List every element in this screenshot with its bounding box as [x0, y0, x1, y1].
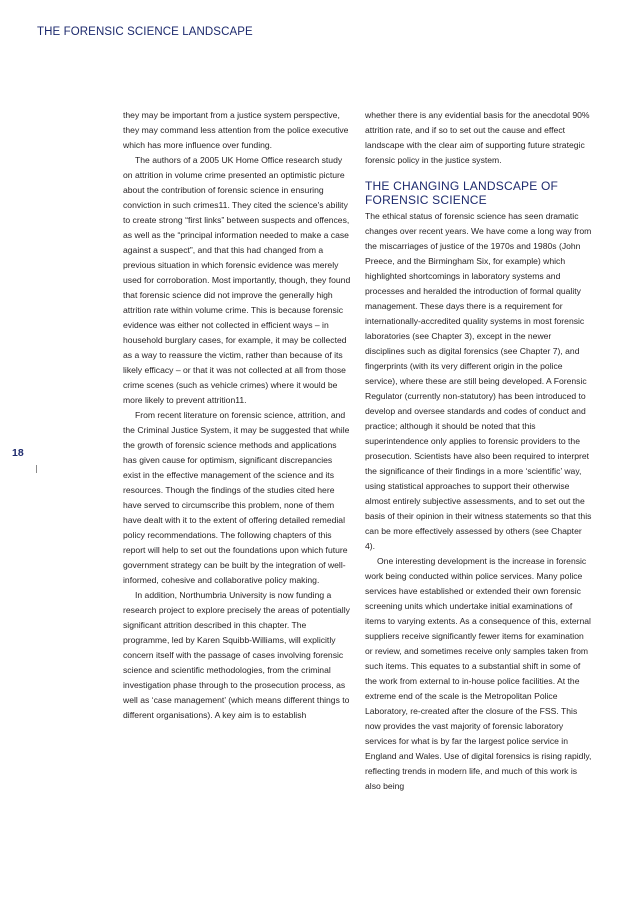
gutter-divider — [36, 465, 37, 473]
paragraph: whether there is any evidential basis for the anecdotal 90% attrition rate, and if so to set out the cause and effect landscape with the clear aim of supporting future strategic forensic policy in the justice system. — [365, 110, 590, 165]
right-column — [365, 108, 593, 794]
paragraph: From recent literature on forensic science, attrition, and the Criminal Justice System, it may be suggested that while the growth of forensic science methods and applications has given cause for optimism, significant discrepancies exist in the effective management of the science and its resources. Though the findings of the studies cited here have served to circumscribe this problem, none of them have dealt with it to the extent of offering detailed remedial policy recommendations. The following chapters of this report will help to set out the foundations upon which future government strategy can be built by the integration of well-informed, cohesive and collaborative policy making. — [123, 410, 350, 585]
left-column — [123, 108, 351, 723]
paragraph: The ethical status of forensic science has seen dramatic changes over recent years. We have come a long way from the miscarriages of justice of the 1970s and 1980s (John Preece, and the Birmingham Six, for example) which highlighted shortcomings in laboratory systems and processes and heralded the introduction of formal quality management. These days there is a requirement for internationally-accredited quality systems in most forensic laboratories (see Chapter 3), except in the newer disciplines such as digital forensics (see Chapter 7), and fingerprints (with its very different origin in the police service), where these are still being developed. A Forensic Regulator (currently non-statutory) has been introduced to develop and oversee standards and codes of conduct and practice; although it should be noted that this superintendence only applies to forensic providers to the prosecution. Scientists have also been required to interpret the significance of their findings in a more ‘scientific’ way, using statistical approaches to support their otherwise almost entirely subjective assessments, and to set out the basis of their opinion in their witness statements so that this can be more effectively assessed by others (see Chapter 4). — [365, 211, 592, 551]
paragraph: In addition, Northumbria University is now funding a research project to explore precisely the areas of potentially significant attrition described in this chapter. The programme, led by Karen Squibb-Williams, will explicitly concern itself with the passage of cases involving forensic science and scientific methodologies, from the criminal investigation phase through to the prosecution process, as well as ‘case management’ (which means different things to different organisations). A key aim is to establish — [123, 590, 350, 720]
section-heading: THE CHANGING LANDSCAPE OF FORENSIC SCIENCE — [365, 179, 559, 207]
running-header: THE FORENSIC SCIENCE LANDSCAPE — [37, 26, 253, 38]
page-number: 18 — [12, 447, 24, 459]
paragraph: One interesting development is the increase in forensic work being conducted within police services. Many police services have established or extended their own forensic screening units which undertake initial examinations of items to varying extents. As a consequence of this, external suppliers receive significantly fewer items for examination or review, and sometimes receive only samples taken from such items. This equates to a substantial shift in some of the work from external to in-house police facilities. At the extreme end of the scale is the Metropolitan Police Laboratory, re-created after the closure of the FSS. This now provides the vast majority of forensic laboratory services for what is by far the largest police service in England and Wales. Use of digital forensics is rising rapidly, reflecting trends in modern life, and much of this work is also being — [365, 556, 592, 791]
paragraph: The authors of a 2005 UK Home Office research study on attrition in volume crime presented an optimistic picture about the contribution of forensic science in ensuring conviction in such crimes11. They cited the science's ability to create strong “first links” between suspects and offences, as well as the “principal information needed to make a case against a suspect”, and that this had changed from a previous situation in which forensic evidence was merely used for corroboration. Most importantly, though, they found that forensic science did not improve the generally high attrition rate within volume crime. This is because forensic evidence was either not collected in efficient ways – in household burglary cases, for example, it may be collected as a way to reassure the victim, rather than because of its likely efficacy – or that it was not collected at all from those crime scenes (such as vehicle crimes) where it would be more likely to prevent attrition11. — [123, 155, 351, 405]
paragraph: they may be important from a justice system perspective, they may command less attention from the police executive which has more influence over funding. — [123, 110, 349, 150]
